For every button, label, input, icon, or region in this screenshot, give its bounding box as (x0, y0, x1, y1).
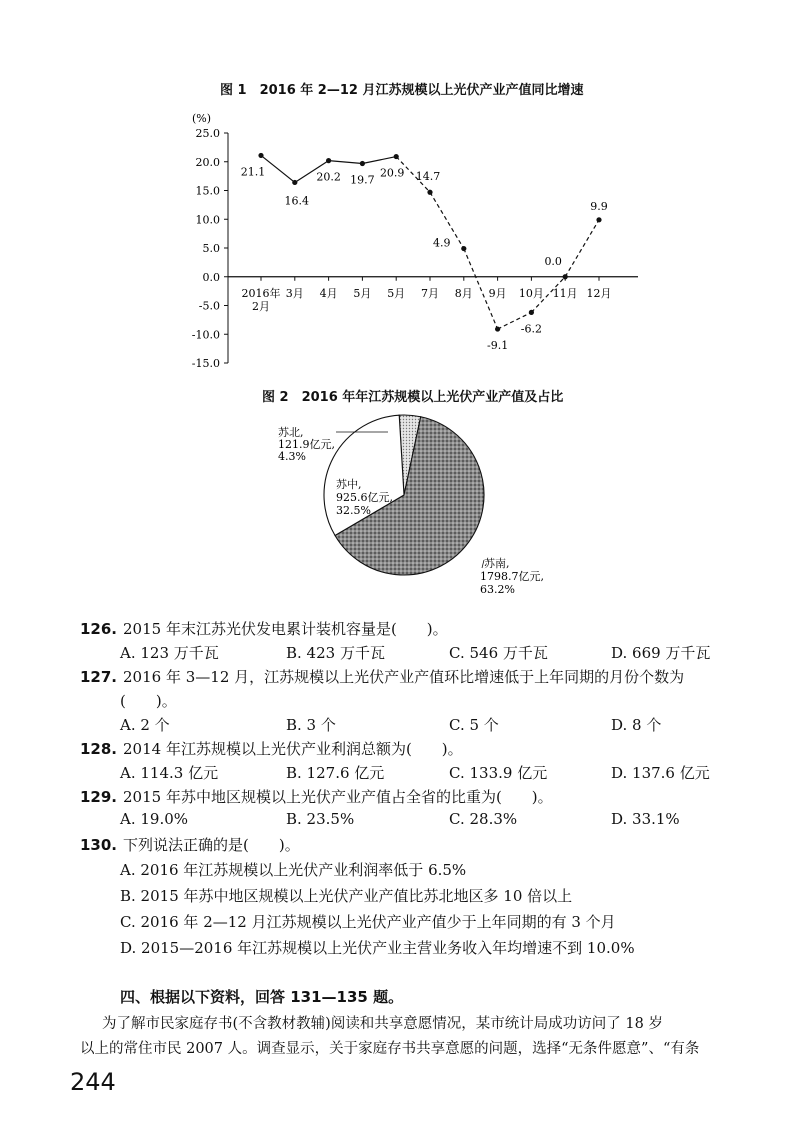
y-tick-label: -15.0 (191, 357, 220, 370)
option-c: C. 28.3% (449, 810, 518, 828)
data-point (394, 154, 399, 159)
page-number: 244 (70, 1068, 116, 1096)
data-labels (241, 165, 608, 352)
data-point (258, 153, 263, 158)
y-tick-label: -10.0 (191, 328, 220, 342)
y-tick-label: 15.0 (195, 184, 220, 198)
option-c: C. 2016 年 2—12 月江苏规模以上光伏产业产值少于上年同期的有 3 个月 (120, 913, 616, 931)
x-tick-label: 11月 (552, 286, 578, 300)
data-label: 19.7 (350, 173, 375, 187)
option-d: D. 669 万千瓦 (611, 644, 711, 662)
question-stem: 2014 年江苏规模以上光伏产业利润总额为( )。 (123, 740, 463, 758)
y-axis (192, 127, 228, 370)
data-label: 16.4 (284, 194, 310, 208)
option-b: B. 23.5% (286, 810, 355, 828)
pie-label-sunan-value: 1798.7亿元, (480, 570, 544, 583)
pie-label-suzhong-name: 苏中, (336, 478, 362, 491)
data-point (326, 158, 331, 163)
y-tick-label: 10.0 (195, 213, 220, 227)
figure1-title: 图 1 2016 年 2—12 月江苏规模以上光伏产业产值同比增速 (220, 83, 584, 98)
series-segment (261, 155, 295, 182)
series-segment (362, 157, 396, 164)
data-point (596, 217, 601, 222)
x-tick-label: 10月 (518, 286, 544, 300)
y-unit-label: (%) (192, 112, 212, 125)
option-d: D. 2015—2016 年江苏规模以上光伏产业主营业务收入年均增速不到 10.0% (120, 939, 635, 957)
x-tick-label: 7月 (421, 286, 439, 300)
data-point (563, 274, 568, 279)
question-129: 129. 2015 年苏中地区规模以上光伏产业产值占全省的比重为( )。 (80, 788, 553, 806)
data-label: -6.2 (520, 322, 543, 336)
option-d: D. 8 个 (611, 716, 662, 734)
option-b: B. 3 个 (286, 716, 336, 734)
option-c: C. 5 个 (449, 716, 499, 734)
x-tick-labels (242, 286, 612, 313)
pie-chart (270, 412, 570, 612)
question-stem-continuation: ( )。 (120, 692, 177, 710)
option-b: B. 127.6 亿元 (286, 764, 385, 782)
data-label: 20.9 (379, 166, 405, 180)
x-axis (228, 277, 638, 281)
question-130: 130. 下列说法正确的是( )。 (80, 836, 300, 854)
pie-label-subei-name: 苏北, (278, 426, 304, 439)
question-stem: 2015 年末江苏光伏发电累计装机容量是( )。 (123, 620, 448, 638)
series-segment (329, 161, 363, 164)
pie-label-suzhong-percent: 32.5% (336, 504, 371, 517)
pie-label-sunan-name: 苏南, (484, 557, 510, 570)
series-segment (565, 220, 599, 277)
question-stem: 下列说法正确的是( )。 (123, 836, 300, 854)
data-label: 14.7 (415, 170, 441, 184)
x-tick-label: 4月 (319, 286, 338, 300)
x-tick-label: 2016年 2月 (241, 286, 281, 313)
data-label: 9.9 (590, 199, 608, 213)
question-stem: 2016 年 3—12 月，江苏规模以上光伏产业产值环比增速低于上年同期的月份个数为 (123, 668, 685, 686)
option-a: A. 114.3 亿元 (120, 764, 219, 782)
y-tick-label: 20.0 (195, 155, 220, 169)
data-label: -9.1 (486, 339, 509, 353)
question-127: 127. 2016 年 3—12 月，江苏规模以上光伏产业产值环比增速低于上年同期的月份个数为 (80, 668, 685, 686)
paragraph-line-2: 以上的常住市民 2007 人。调查显示，关于家庭存书共享意愿的问题，选择“无条件愿意”、“有条 (80, 1041, 700, 1057)
option-b: B. 423 万千瓦 (286, 644, 385, 662)
question-126: 126. 2015 年末江苏光伏发电累计装机容量是( )。 (80, 620, 448, 638)
question-stem: 2015 年苏中地区规模以上光伏产业产值占全省的比重为( )。 (123, 788, 553, 806)
option-c: C. 133.9 亿元 (449, 764, 548, 782)
x-tick-label: 8月 (454, 286, 473, 300)
line-chart (180, 108, 650, 378)
y-tick-label: 0.0 (202, 270, 220, 284)
x-tick-label: 5月 (353, 286, 372, 300)
data-label: 21.1 (240, 165, 266, 179)
section-heading: 四、根据以下资料，回答 131—135 题。 (120, 988, 404, 1006)
figure2-title: 图 2 2016 年年江苏规模以上光伏产业产值及占比 (262, 390, 564, 405)
data-point (495, 326, 500, 331)
data-label: 0.0 (544, 254, 562, 268)
y-tick-label: 25.0 (195, 127, 220, 140)
option-a: A. 123 万千瓦 (120, 644, 219, 662)
option-b: B. 2015 年苏中地区规模以上光伏产业产值比苏北地区多 10 倍以上 (120, 887, 573, 905)
data-point (292, 180, 297, 185)
option-d: D. 33.1% (611, 810, 680, 828)
option-a: A. 19.0% (120, 810, 189, 828)
data-label: 4.9 (433, 236, 451, 250)
question-128: 128. 2014 年江苏规模以上光伏产业利润总额为( )。 (80, 740, 463, 758)
paragraph-line-1: 为了解市民家庭存书(不含教材教辅)阅读和共享意愿情况，某市统计局成功访问了 18 岁 (102, 1016, 663, 1032)
pie-label-subei-value: 121.9亿元, (278, 438, 335, 451)
x-tick-label: 3月 (285, 286, 304, 300)
pie-label-subei-percent: 4.3% (278, 450, 306, 463)
pie-label-sunan-percent: 63.2% (480, 583, 515, 596)
pie-label-suzhong-value: 925.6亿元, (336, 491, 393, 504)
data-point (529, 310, 534, 315)
data-label: 20.2 (316, 170, 341, 184)
x-tick-label: 12月 (586, 286, 612, 300)
y-tick-label: 5.0 (202, 242, 220, 255)
x-tick-label: 5月 (387, 286, 406, 300)
data-point (360, 161, 365, 166)
x-tick-label: 9月 (488, 286, 507, 300)
option-a: A. 2 个 (120, 716, 170, 734)
option-d: D. 137.6 亿元 (611, 764, 710, 782)
data-point (461, 246, 466, 251)
option-a: A. 2016 年江苏规模以上光伏产业利润率低于 6.5% (120, 861, 467, 879)
option-c: C. 546 万千瓦 (449, 644, 548, 662)
y-tick-label: -5.0 (198, 299, 220, 313)
data-point (427, 190, 432, 195)
